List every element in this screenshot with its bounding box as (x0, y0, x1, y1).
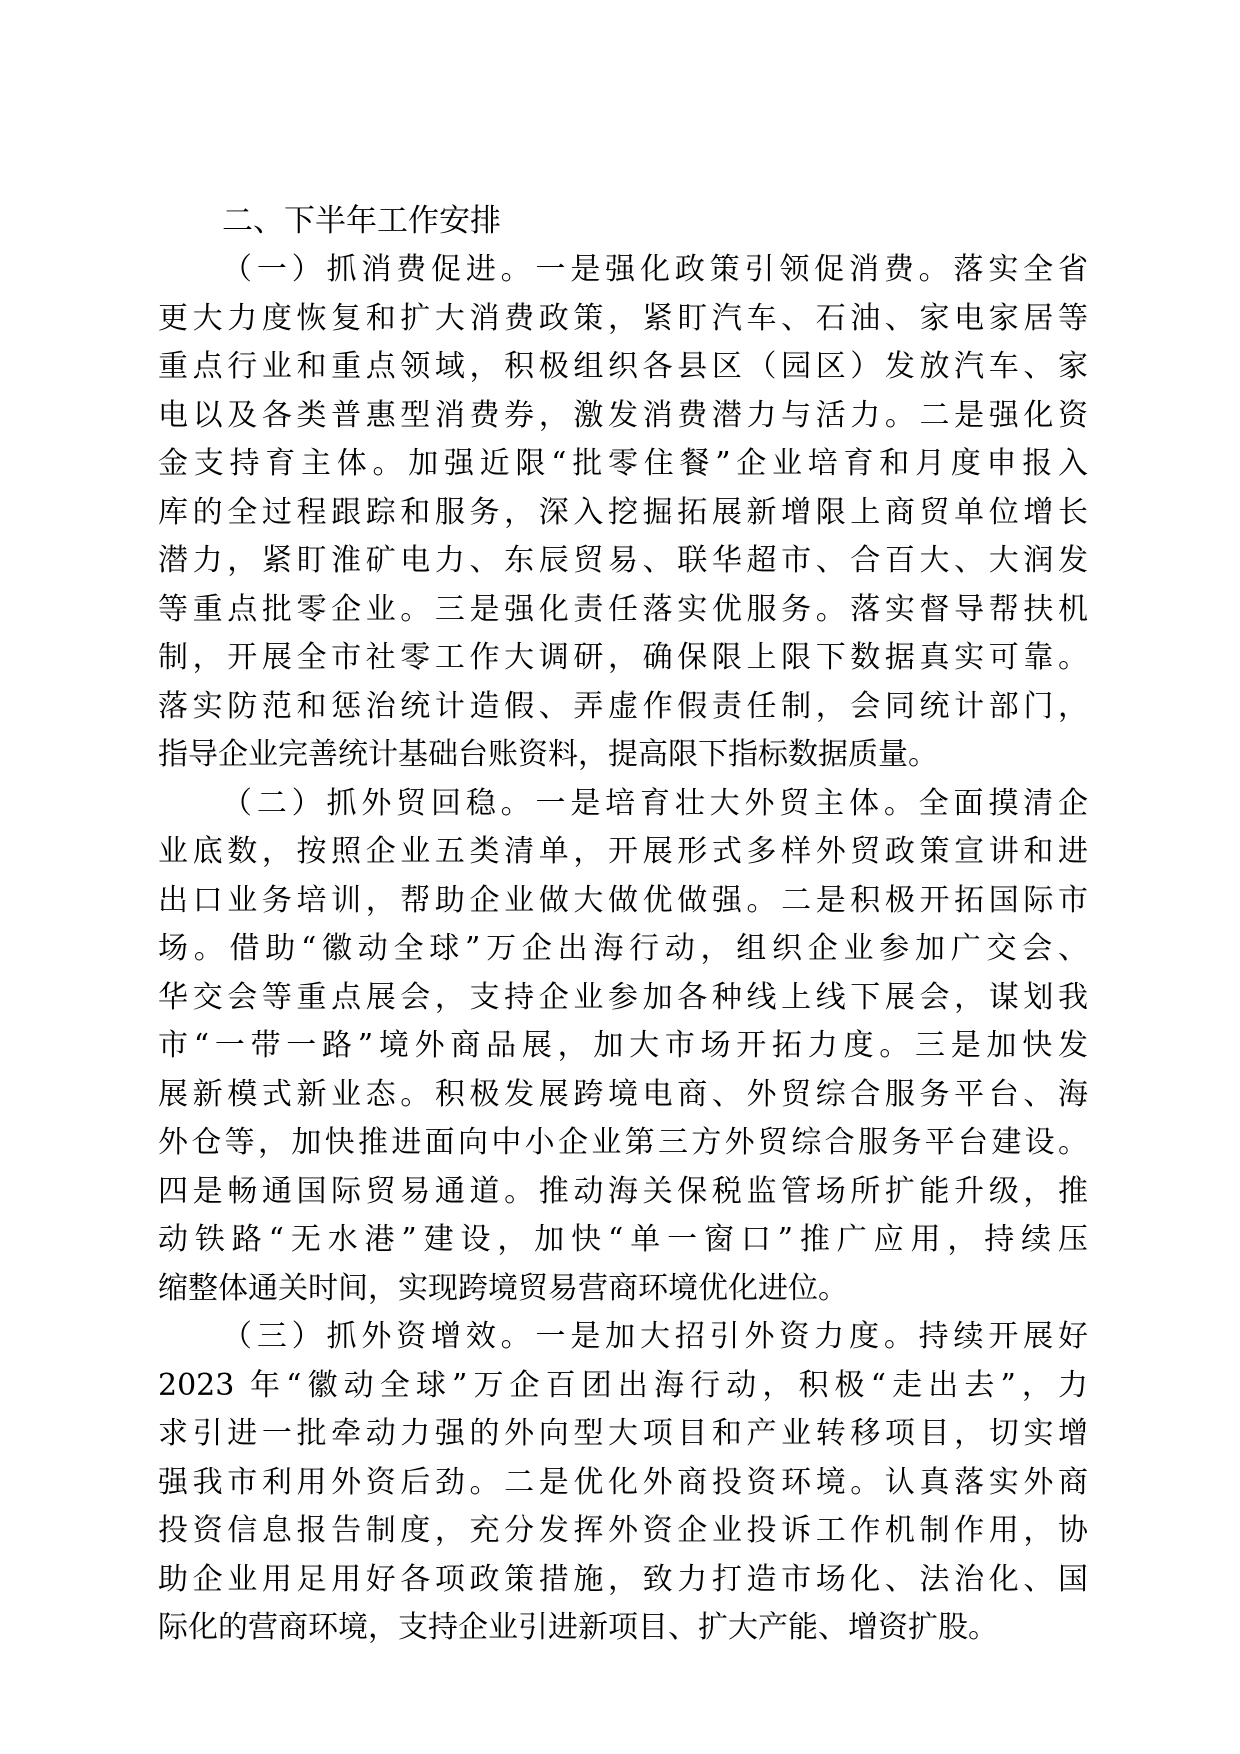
text-line: 展新模式新业态。积极发展跨境电商、外贸综合服务平台、海 (158, 1076, 1088, 1112)
text-line: 库的全过程跟踪和服务，深入挖掘拓展新增限上商贸单位增长 (158, 494, 1088, 530)
paragraph-foreign-trade (158, 780, 1088, 1314)
text-line: 市“一带一路”境外商品展，加大市场开拓力度。三是加快发 (158, 1028, 1088, 1063)
text-line: 华交会等重点展会，支持企业参加各种线上线下展会，谋划我 (158, 979, 1088, 1015)
text-line: 金支持育主体。加强近限“批零住餐”企业培育和月度申报入 (158, 446, 1088, 481)
text-line: 助企业用足用好各项政策措施，致力打造市场化、法治化、国 (158, 1561, 1088, 1597)
text-line: 场。借助“徽动全球”万企出海行动，组织企业参加广交会、 (158, 931, 1088, 966)
text-line: 缩整体通关时间，实现跨境贸易营商环境优化进位。 (158, 1270, 848, 1306)
text-line: （一）抓消费促进。一是强化政策引领促消费。落实全省 (222, 252, 1088, 287)
text-line: 动铁路“无水港”建设，加快“单一窗口”推广应用，持续压 (158, 1222, 1088, 1257)
text-line: 更大力度恢复和扩大消费政策，紧盯汽车、石油、家电家居等 (158, 300, 1088, 336)
text-line: （三）抓外资增效。一是加大招引外资力度。持续开展好 (222, 1319, 1088, 1354)
text-line: 重点行业和重点领域，积极组织各县区（园区）发放汽车、家 (158, 349, 1088, 384)
text-line: 等重点批零企业。三是强化责任落实优服务。落实督导帮扶机 (158, 591, 1088, 627)
text-line: 业底数，按照企业五类清单，开展形式多样外贸政策宣讲和进 (158, 834, 1088, 869)
text-line: （二）抓外贸回稳。一是培育壮大外贸主体。全面摸清企 (222, 785, 1088, 821)
text-line: 出口业务培训，帮助企业做大做优做强。二是积极开拓国际市 (158, 882, 1088, 918)
paragraph-foreign-investment (158, 1313, 1088, 1653)
paragraph-consumption (158, 246, 1088, 780)
text-line: 投资信息报告制度，充分发挥外资企业投诉工作机制作用，协 (158, 1513, 1088, 1548)
text-line: 电以及各类普惠型消费券，激发消费潜力与活力。二是强化资 (158, 397, 1088, 433)
text-line: 落实防范和惩治统计造假、弄虚作假责任制，会同统计部门， (158, 688, 1088, 724)
text-line: 求引进一批牵动力强的外向型大项目和产业转移项目，切实增 (158, 1416, 1088, 1451)
text-line: 指导企业完善统计基础台账资料，提高限下指标数据质量。 (158, 737, 938, 772)
text-line: 际化的营商环境，支持企业引进新项目、扩大产能、增资扩股。 (158, 1610, 998, 1645)
text-line: 2023 年“徽动全球”万企百团出海行动，积极“走出去”，力 (158, 1367, 1088, 1403)
text-line: 四是畅通国际贸易通道。推动海关保税监管场所扩能升级，推 (158, 1173, 1088, 1209)
text-line: 外仓等，加快推进面向中小企业第三方外贸综合服务平台建设。 (158, 1125, 1088, 1160)
text-line: 潜力，紧盯淮矿电力、东辰贸易、联华超市、合百大、大润发 (158, 543, 1088, 578)
section-heading: 二、下半年工作安排 (222, 203, 501, 239)
text-line: 制，开展全市社零工作大调研，确保限上限下数据真实可靠。 (158, 640, 1088, 675)
document-body (158, 196, 1088, 1653)
text-line: 强我市利用外资后劲。二是优化外商投资环境。认真落实外商 (158, 1464, 1088, 1500)
